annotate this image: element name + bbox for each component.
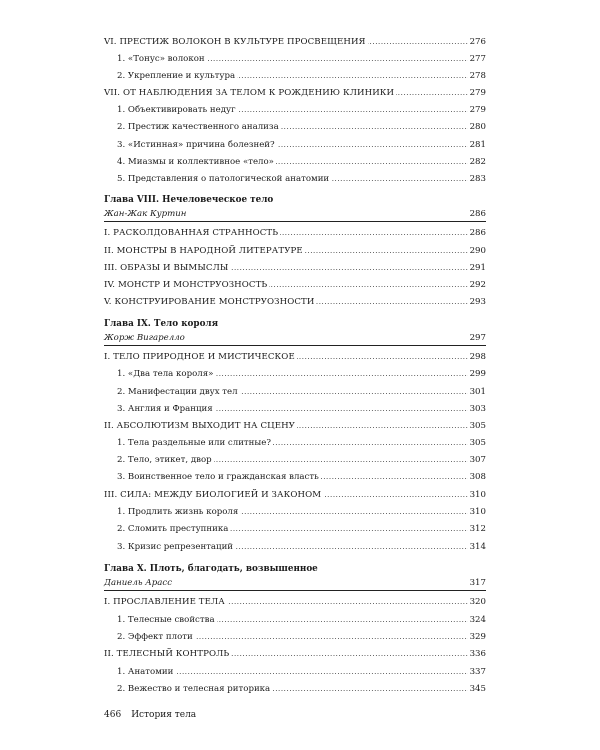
toc-page-number: 345 [468, 681, 486, 697]
toc-entry-title: 2. Тело, этикет, двор [117, 452, 214, 468]
toc-page-number: 279 [468, 102, 486, 118]
toc-subsection-entry [0, 137, 600, 153]
footer-book-title: История тела [131, 710, 197, 720]
toc-page-number: 297 [469, 333, 486, 343]
toc-subsection-entry [0, 384, 600, 400]
toc-entry-title: 1. Анатомии [117, 664, 175, 680]
toc-page-number: 276 [468, 34, 486, 50]
toc-entry-title: 1. Тела раздельные или слитные? [117, 435, 273, 451]
toc-entry-title: 5. Представления о патологической анатомии [117, 171, 331, 187]
toc-page-number: 283 [468, 171, 486, 187]
toc-section-entry [0, 85, 600, 101]
page-footer [104, 710, 206, 720]
toc-page-number: 278 [468, 68, 486, 84]
toc-entry-title: 3. Кризис репрезентаций [117, 539, 235, 555]
toc-page-number: 305 [468, 418, 486, 434]
toc-entry-title: III. СИЛА: МЕЖДУ БИОЛОГИЕЙ И ЗАКОНОМ [104, 487, 323, 503]
toc-entry-title: 2. Престиж качественного анализа [117, 119, 281, 135]
toc-page-number: 303 [468, 401, 486, 417]
toc-entry-title: V. КОНСТРУИРОВАНИЕ МОНСТРУОЗНОСТИ [104, 294, 316, 310]
toc-page-number: 310 [468, 504, 486, 520]
toc-subsection-entry [0, 452, 600, 468]
toc-entry-title: 1. Продлить жизнь короля [117, 504, 240, 520]
chapter-author-row [104, 331, 486, 346]
toc-page-number: 293 [468, 294, 486, 310]
toc-page-number: 291 [468, 260, 486, 276]
toc-page-number: 298 [468, 349, 486, 365]
toc-entry-title: I. РАСКОЛДОВАННАЯ СТРАННОСТЬ [104, 225, 280, 241]
toc-page-number: 336 [468, 646, 486, 662]
toc-entry-title: VII. ОТ НАБЛЮДЕНИЯ ЗА ТЕЛОМ К РОЖДЕНИЮ КЛИНИКИ [104, 85, 396, 101]
chapter-author: Жорж Вигарелло [104, 333, 185, 343]
toc-page-number: 324 [468, 612, 486, 628]
toc-page-number: 277 [468, 51, 486, 67]
toc-entry-title: 2. Эффект плоти [117, 629, 195, 645]
chapter-author: Даниель Арасс [104, 578, 173, 588]
toc-section-entry [0, 418, 600, 434]
toc-subsection-entry [0, 68, 600, 84]
toc-section-entry [0, 487, 600, 503]
toc-page-number: 279 [468, 85, 486, 101]
toc-page-number: 301 [468, 384, 486, 400]
toc-section-entry [0, 349, 600, 365]
chapter-author-row [104, 576, 486, 591]
toc-entry-title: 1. «Тонус» волокон [117, 51, 207, 67]
toc-page-number: 299 [468, 366, 486, 382]
toc-section-entry [0, 646, 600, 662]
toc-subsection-entry [0, 612, 600, 628]
toc-entry-title: 2. Манифестации двух тел [117, 384, 240, 400]
toc-page-number: 320 [468, 594, 486, 610]
toc-page-number: 329 [468, 629, 486, 645]
toc-page-number: 281 [468, 137, 486, 153]
toc-page-number: 290 [468, 243, 486, 259]
toc-section-entry [0, 260, 600, 276]
toc-subsection-entry [0, 681, 600, 697]
toc-page-number: 286 [469, 209, 486, 219]
toc-entry-title: IV. МОНСТР И МОНСТРУОЗНОСТЬ [104, 277, 269, 293]
toc-section-entry [0, 243, 600, 259]
chapter-author-row [104, 207, 486, 222]
toc-page-number: 337 [468, 664, 486, 680]
toc-page-number: 312 [468, 521, 486, 537]
toc-subsection-entry [0, 539, 600, 555]
toc-subsection-entry [0, 521, 600, 537]
toc-entry-title: 3. Воинственное тело и гражданская власть [117, 469, 321, 485]
toc-page-number: 282 [468, 154, 486, 170]
toc-page-number: 314 [468, 539, 486, 555]
toc-entry-title: 4. Миазмы и коллективное «тело» [117, 154, 276, 170]
toc-entry-title: I. ТЕЛО ПРИРОДНОЕ И МИСТИЧЕСКОЕ [104, 349, 297, 365]
toc-page-number: 317 [469, 578, 486, 588]
toc-subsection-entry [0, 119, 600, 135]
toc-subsection-entry [0, 629, 600, 645]
toc-entry-title: 1. Телесные свойства [117, 612, 217, 628]
toc-subsection-entry [0, 504, 600, 520]
toc-entry-title: II. ТЕЛЕСНЫЙ КОНТРОЛЬ [104, 646, 231, 662]
chapter-author: Жан-Жак Куртин [104, 209, 187, 219]
toc-subsection-entry [0, 435, 600, 451]
toc-entry-title: 3. «Истинная» причина болезней? [117, 137, 277, 153]
toc-page-number: 307 [468, 452, 486, 468]
toc-section-entry [0, 34, 600, 50]
toc-entry-title: 2. Вежество и телесная риторика [117, 681, 272, 697]
toc-page-number: 286 [468, 225, 486, 241]
toc-entry-title: 1. Объективировать недуг [117, 102, 238, 118]
toc-section-entry [0, 277, 600, 293]
toc-section-entry [0, 225, 600, 241]
toc-section-entry [0, 594, 600, 610]
toc-subsection-entry [0, 171, 600, 187]
toc-subsection-entry [0, 401, 600, 417]
toc-subsection-entry [0, 102, 600, 118]
toc-entry-title: III. ОБРАЗЫ И ВЫМЫСЛЫ [104, 260, 230, 276]
toc-page-number: 310 [468, 487, 486, 503]
chapter-heading: Глава IX. Тело короля [104, 319, 219, 329]
footer-page-number: 466 [104, 710, 122, 720]
toc-page-number: 305 [468, 435, 486, 451]
toc-entry-title: 1. «Два тела короля» [117, 366, 215, 382]
toc-entry-title: II. МОНСТРЫ В НАРОДНОЙ ЛИТЕРАТУРЕ [104, 243, 305, 259]
toc-entry-title: VI. ПРЕСТИЖ ВОЛОКОН В КУЛЬТУРЕ ПРОСВЕЩЕНИЯ [104, 34, 368, 50]
toc-section-entry [0, 294, 600, 310]
toc-entry-title: 2. Укрепление и культура [117, 68, 237, 84]
toc-page-number: 308 [468, 469, 486, 485]
toc-entry-title: II. АБСОЛЮТИЗМ ВЫХОДИТ НА СЦЕНУ [104, 418, 297, 434]
toc-subsection-entry [0, 154, 600, 170]
toc-subsection-entry [0, 469, 600, 485]
chapter-heading: Глава VIII. Нечеловеческое тело [104, 195, 274, 205]
toc-subsection-entry [0, 366, 600, 382]
toc-subsection-entry [0, 51, 600, 67]
toc-subsection-entry [0, 664, 600, 680]
toc-entry-title: I. ПРОСЛАВЛЕНИЕ ТЕЛА [104, 594, 227, 610]
toc-page-number: 292 [468, 277, 486, 293]
toc-entry-title: 3. Англия и Франция [117, 401, 215, 417]
toc-entry-title: 2. Сломить преступника [117, 521, 230, 537]
chapter-heading: Глава X. Плоть, благодать, возвышенное [104, 564, 318, 574]
toc-page-number: 280 [468, 119, 486, 135]
